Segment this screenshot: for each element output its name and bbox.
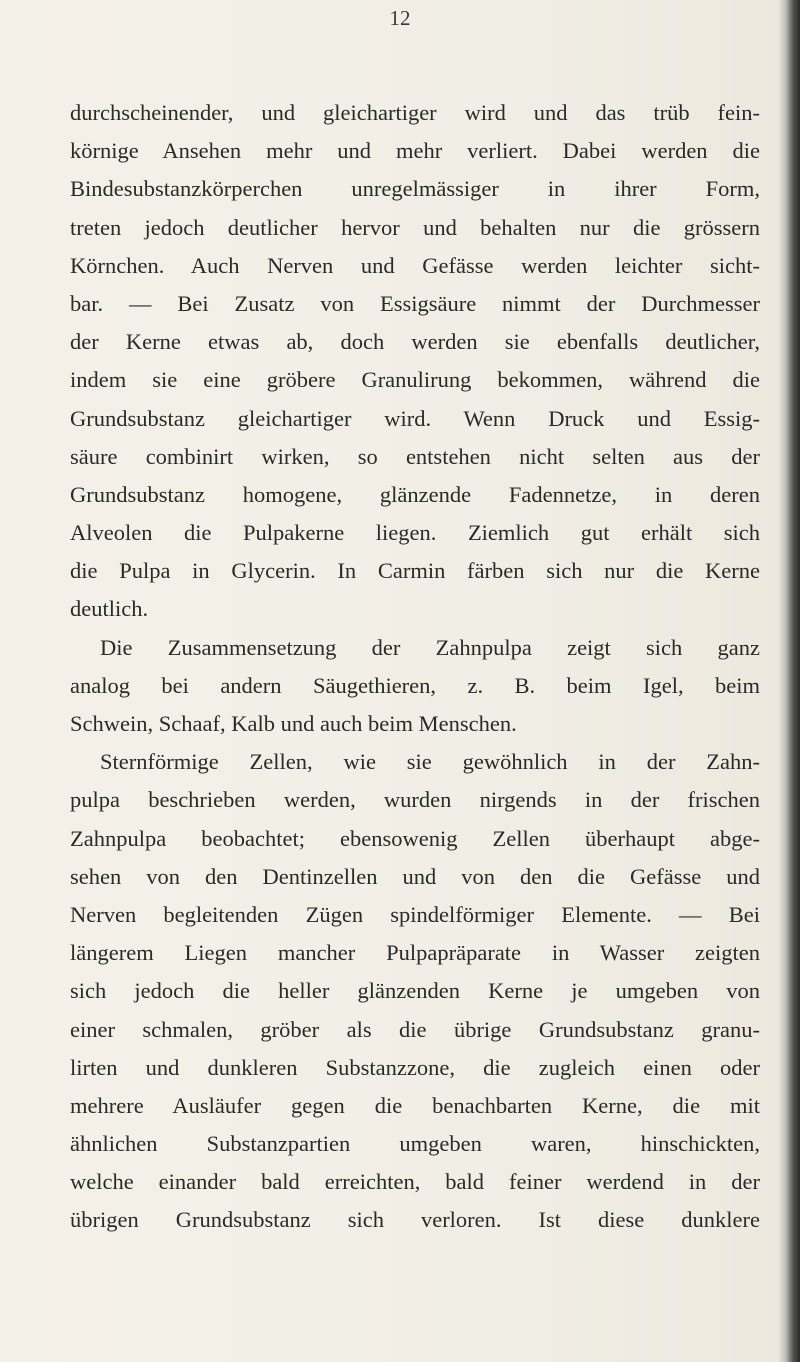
text-line: indem sie eine gröbere Granulirung bekommen, während die (70, 367, 760, 393)
text-line: übrigen Grundsubstanz sich verloren. Ist diese dunklere (70, 1207, 760, 1233)
text-line: Zahnpulpa beobachtet; ebensowenig Zellen überhaupt abge- (70, 825, 760, 851)
body-text (70, 94, 760, 1240)
text-line: die Pulpa in Glycerin. In Carmin färben sich nur die Kerne (70, 558, 760, 584)
text-line: sich jedoch die heller glänzenden Kerne je umgeben von (70, 978, 760, 1004)
text-line: analog bei andern Säugethieren, z. B. beim Igel, beim (70, 672, 760, 698)
text-line: Grundsubstanz homogene, glänzende Fadennetze, in deren (70, 481, 760, 507)
text-line: säure combinirt wirken, so entstehen nicht selten aus der (70, 443, 760, 469)
text-line: der Kerne etwas ab, doch werden sie ebenfalls deutlicher, (70, 329, 760, 355)
text-line: Bindesubstanzkörperchen unregelmässiger in ihrer Form, (70, 176, 760, 202)
text-line: deutlich. (70, 596, 149, 622)
paragraph (70, 94, 760, 629)
text-line: mehrere Ausläufer gegen die benachbarten Kerne, die mit (70, 1092, 760, 1118)
paragraph (70, 629, 760, 744)
text-line: pulpa beschrieben werden, wurden nirgends in der frischen (70, 787, 760, 813)
text-line: Sternförmige Zellen, wie sie gewöhnlich in der Zahn- (100, 749, 760, 775)
page-number: 12 (389, 6, 411, 30)
text-line: einer schmalen, gröber als die übrige Grundsubstanz granu- (70, 1016, 760, 1042)
text-line: Grundsubstanz gleichartiger wird. Wenn Druck und Essig- (70, 405, 760, 431)
text-line: durchscheinender, und gleichartiger wird und das trüb fein- (70, 100, 760, 125)
text-line: welche einander bald erreichten, bald feiner werdend in der (70, 1169, 760, 1195)
text-line: treten jedoch deutlicher hervor und behalten nur die grössern (70, 214, 760, 240)
binding-shadow (778, 0, 800, 1362)
text-line: Nerven begleitenden Zügen spindelförmiger Elemente. — Bei (70, 901, 760, 927)
text-line: Alveolen die Pulpakerne liegen. Ziemlich gut erhält sich (70, 520, 760, 546)
text-line: körnige Ansehen mehr und mehr verliert. Dabei werden die (70, 138, 760, 164)
text-line: Körnchen. Auch Nerven und Gefässe werden leichter sicht- (70, 252, 760, 278)
text-line: Die Zusammensetzung der Zahnpulpa zeigt sich ganz (100, 634, 760, 660)
text-line: Schwein, Schaaf, Kalb und auch beim Menschen. (70, 711, 517, 736)
paragraph (70, 743, 760, 1239)
text-line: längerem Liegen mancher Pulpapräparate in Wasser zeigten (70, 940, 760, 966)
text-line: ähnlichen Substanzpartien umgeben waren, hinschickten, (70, 1131, 760, 1157)
text-line: bar. — Bei Zusatz von Essigsäure nimmt der Durchmesser (70, 290, 760, 316)
text-line: sehen von den Dentinzellen und von den die Gefässe und (70, 863, 760, 889)
text-line: lirten und dunkleren Substanzzone, die zugleich einen oder (70, 1054, 760, 1080)
